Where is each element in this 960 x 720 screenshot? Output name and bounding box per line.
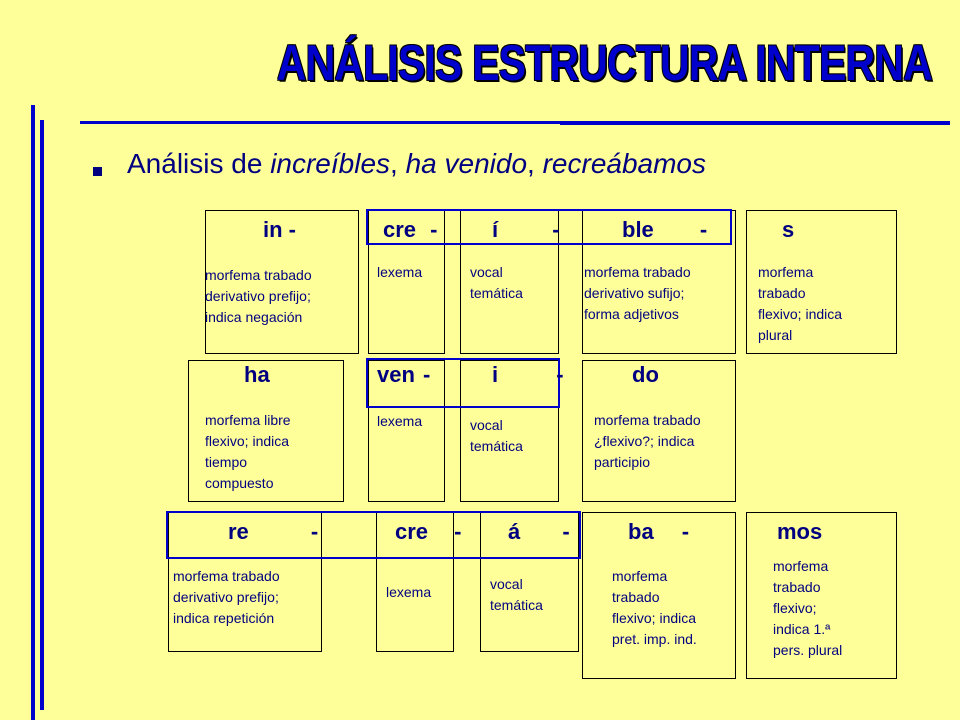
row1-desc-4 xyxy=(584,262,691,325)
desc-line: forma adjetivos xyxy=(584,306,679,322)
morpheme-ven: ven - xyxy=(377,362,431,387)
desc-line: vocal xyxy=(490,576,523,592)
desc-line: derivativo sufijo; xyxy=(584,285,685,301)
desc-line: morfema trabado xyxy=(205,267,312,283)
morpheme-cre2: cre - xyxy=(395,519,462,544)
word-recreabamos: recreábamos xyxy=(542,148,706,179)
desc-line: flexivo; indica xyxy=(758,306,843,322)
bullet-prefix: Análisis de xyxy=(127,148,271,179)
word-increibles: increíbles xyxy=(270,148,391,179)
morpheme-ble: ble - xyxy=(622,217,708,242)
morpheme-a: á - xyxy=(508,519,570,544)
desc-line: participio xyxy=(594,454,651,470)
desc-line: morfema trabado xyxy=(173,568,280,584)
morpheme-s: s xyxy=(782,217,795,242)
morpheme-i2: i - xyxy=(492,362,564,387)
row1-desc-3 xyxy=(470,262,523,304)
desc-line: derivativo prefijo; xyxy=(173,589,279,605)
desc-line: temática xyxy=(470,438,523,454)
row2-desc-4 xyxy=(594,410,701,473)
desc-line: compuesto xyxy=(205,475,274,491)
desc-line: morfema xyxy=(612,568,668,584)
page-title: ANÁLISIS ESTRUCTURA INTERNA xyxy=(276,35,932,91)
row3-desc-3 xyxy=(490,574,543,616)
desc-line: temática xyxy=(490,597,543,613)
desc-line: derivativo prefijo; xyxy=(205,288,311,304)
desc-line: plural xyxy=(758,327,793,343)
row1-desc-2 xyxy=(377,262,422,283)
desc-line: lexema xyxy=(377,264,423,280)
desc-line: indica repetición xyxy=(173,610,275,626)
desc-line: trabado xyxy=(773,579,821,595)
morpheme-re: re - xyxy=(228,519,319,544)
desc-line: lexema xyxy=(377,413,423,429)
row3-desc-5 xyxy=(773,556,842,661)
desc-line: trabado xyxy=(612,589,660,605)
morpheme-mos: mos xyxy=(777,519,823,544)
desc-line: tiempo xyxy=(205,454,248,470)
morpheme-ha: ha xyxy=(244,362,270,387)
desc-line: indica negación xyxy=(205,309,303,325)
row1-desc-5 xyxy=(758,262,842,346)
desc-line: morfema xyxy=(758,264,814,280)
morpheme-cre: cre - xyxy=(383,217,438,242)
desc-line: flexivo; indica xyxy=(612,610,697,626)
morpheme-ba: ba - xyxy=(628,519,690,544)
bullet-sep: , xyxy=(527,148,543,179)
desc-line: flexivo; xyxy=(773,600,817,616)
bullet-icon xyxy=(93,167,102,176)
row2-desc-1 xyxy=(205,410,291,494)
morpheme-i: í - xyxy=(492,217,560,242)
desc-line: morfema trabado xyxy=(594,412,701,428)
left-decor-line-1 xyxy=(31,105,35,720)
row3-desc-1 xyxy=(173,566,280,629)
desc-line: pret. imp. ind. xyxy=(612,631,697,647)
morpheme-in: in - xyxy=(263,217,296,242)
row1-desc-1 xyxy=(205,265,312,328)
desc-line: flexivo; indica xyxy=(205,433,290,449)
bullet-sep: , xyxy=(390,148,406,179)
row2-desc-3 xyxy=(470,415,523,457)
desc-line: indica 1.ª xyxy=(773,621,831,637)
desc-line: lexema xyxy=(386,584,432,600)
bullet-text xyxy=(127,148,706,180)
desc-line: morfema libre xyxy=(205,412,291,428)
desc-line: vocal xyxy=(470,264,503,280)
desc-line: morfema trabado xyxy=(584,264,691,280)
row3-desc-4 xyxy=(612,566,697,650)
morpheme-do: do xyxy=(632,362,659,387)
word-ha-venido: ha venido xyxy=(405,148,528,179)
desc-line: trabado xyxy=(758,285,806,301)
desc-line: temática xyxy=(470,285,523,301)
row2-desc-2 xyxy=(377,411,422,432)
desc-line: pers. plural xyxy=(773,642,843,658)
desc-line: vocal xyxy=(470,417,503,433)
row3-desc-2 xyxy=(386,582,431,603)
title-underline-2 xyxy=(560,123,950,125)
desc-line: morfema xyxy=(773,558,829,574)
left-decor-line-2 xyxy=(40,120,44,710)
desc-line: ¿flexivo?; indica xyxy=(594,433,695,449)
